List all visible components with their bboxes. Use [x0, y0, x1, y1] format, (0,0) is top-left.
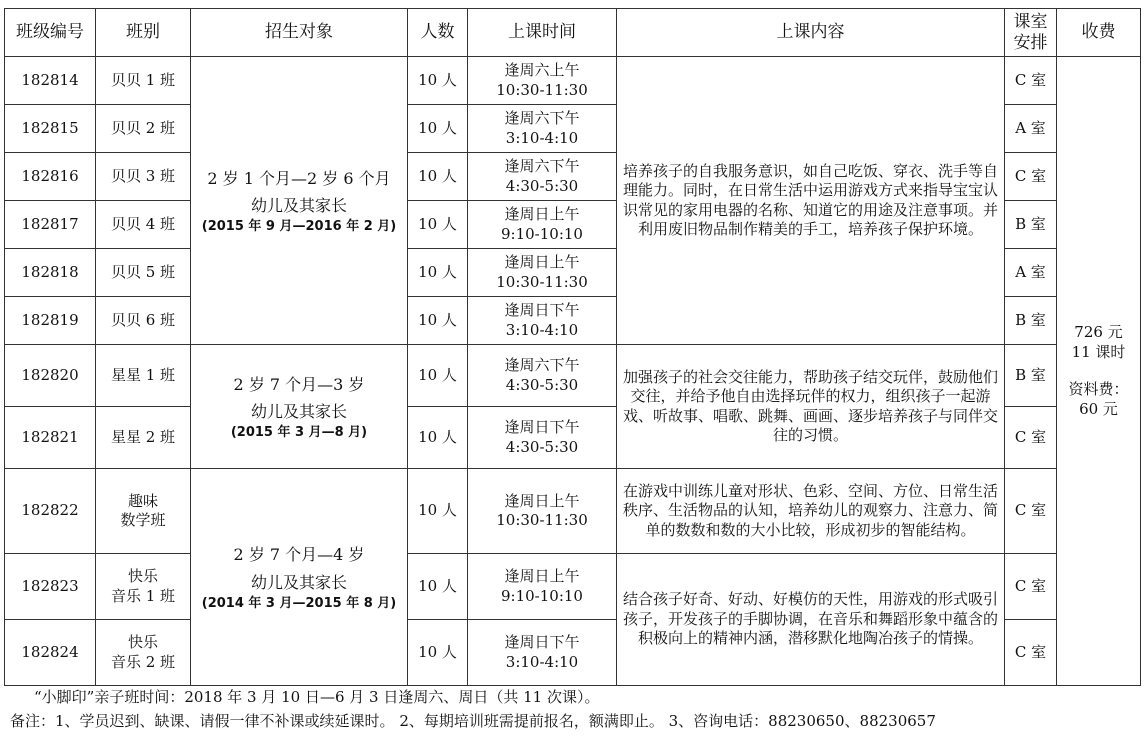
class-id: 182816: [5, 153, 96, 201]
time-day: 逢周日下午: [504, 418, 580, 436]
time-day: 逢周六下午: [504, 109, 580, 127]
target-age: 2 岁 7 个月—3 岁: [233, 374, 365, 394]
class-time: [468, 249, 617, 297]
time-day: 逢周六下午: [504, 157, 580, 175]
target-who: 幼儿及其家长: [250, 572, 347, 592]
class-name-line: 快乐: [127, 567, 158, 585]
class-name: 贝贝 4 班: [96, 201, 191, 249]
class-name: 贝贝 5 班: [96, 249, 191, 297]
class-count: 10 人: [408, 297, 468, 345]
time-day: 逢周日下午: [504, 301, 580, 319]
header-fee: 收费: [1057, 9, 1141, 57]
content-group-2: 加强孩子的社会交往能力，帮助孩子结交玩伴，鼓励他们交往，并给予他自由选择玩伴的权力，组织孩子一起游戏、听故事、唱歌、跳舞、画画、逐步培养孩子与同伴交往的习惯。: [617, 345, 1005, 469]
time-range: 4:30-5:30: [505, 437, 579, 456]
class-count: 10 人: [408, 345, 468, 407]
class-room: A 室: [1005, 249, 1057, 297]
class-name: 贝贝 2 班: [96, 105, 191, 153]
fee-cell: [1057, 57, 1141, 686]
class-room: B 室: [1005, 201, 1057, 249]
class-count: 10 人: [408, 469, 468, 554]
fee-material-label: 资料费：: [1068, 380, 1129, 398]
fee-amount: 726 元: [1074, 323, 1123, 341]
class-time: [468, 105, 617, 153]
class-count: 10 人: [408, 57, 468, 105]
time-range: 10:30-11:30: [496, 511, 588, 529]
table-row: [5, 345, 1141, 407]
table-row: [5, 554, 1141, 620]
class-time: [468, 153, 617, 201]
class-name: [96, 554, 191, 620]
header-time: 上课时间: [468, 9, 617, 57]
class-name: 贝贝 3 班: [96, 153, 191, 201]
class-room: A 室: [1005, 105, 1057, 153]
fee-material-amount: 60 元: [1079, 399, 1118, 418]
time-range: 10:30-11:30: [496, 80, 588, 99]
class-id: 182817: [5, 201, 96, 249]
class-count: 10 人: [408, 201, 468, 249]
class-room: C 室: [1005, 554, 1057, 620]
class-id: 182822: [5, 469, 96, 554]
class-id: 182824: [5, 620, 96, 686]
time-range: 4:30-5:30: [505, 176, 579, 195]
time-day: 逢周六上午: [504, 61, 580, 79]
class-name: 贝贝 1 班: [96, 57, 191, 105]
class-id: 182820: [5, 345, 96, 407]
content-group-3: 在游戏中训练儿童对形状、色彩、空间、方位、日常生活秩序、生活物品的认知，培养幼儿的观察力、注意力、简单的数数和数的大小比较，形成初步的智能结构。: [617, 469, 1005, 554]
class-time: [468, 57, 617, 105]
time-day: 逢周日上午: [504, 491, 580, 510]
class-time: [468, 469, 617, 554]
class-name: [96, 469, 191, 554]
class-name: 星星 1 班: [96, 345, 191, 407]
class-name-line: 音乐 2 班: [110, 652, 176, 671]
target-group-3: [191, 469, 408, 686]
class-name: 星星 2 班: [96, 407, 191, 469]
content-group-1: 培养孩子的自我服务意识，如自己吃饭、穿衣、洗手等自理能力。同时，在日常生活中运用游戏方式来指导宝宝认识常见的家用电器的名称、知道它的用途及注意事项。并利用废旧物品制作精美的手工，培养孩子保护环境。: [617, 57, 1005, 345]
remarks-note: 备注：1、学员迟到、缺课、请假一律不补课或续延课时。 2、每期培训班需提前报名，额满即止。 3、咨询电话：88230650、88230657: [10, 712, 936, 730]
class-id: 182818: [5, 249, 96, 297]
class-count: 10 人: [408, 554, 468, 620]
class-room: C 室: [1005, 469, 1057, 554]
target-dates: (2015 年 9 月—2016 年 2 月): [201, 219, 397, 235]
class-id: 182819: [5, 297, 96, 345]
target-group-1: [191, 57, 408, 345]
class-time: [468, 620, 617, 686]
header-room: 课室 安排: [1005, 9, 1057, 57]
class-count: 10 人: [408, 620, 468, 686]
class-name-line: 数学班: [120, 511, 166, 529]
time-range: 9:10-10:10: [501, 586, 583, 605]
header-class: 班别: [96, 9, 191, 57]
time-range: 3:10-4:10: [505, 128, 579, 147]
header-target: 招生对象: [191, 9, 408, 57]
class-id: 182815: [5, 105, 96, 153]
fee-hours: 11 课时: [1071, 342, 1126, 361]
header-row: [5, 9, 1141, 57]
time-day: 逢周日上午: [504, 253, 580, 271]
class-name: 贝贝 6 班: [96, 297, 191, 345]
class-time: [468, 201, 617, 249]
class-room: C 室: [1005, 57, 1057, 105]
target-age: 2 岁 1 个月—2 岁 6 个月: [207, 168, 391, 188]
header-count: 人数: [408, 9, 468, 57]
class-id: 182814: [5, 57, 96, 105]
time-day: 逢周日上午: [504, 205, 580, 223]
class-room: C 室: [1005, 407, 1057, 469]
time-range: 4:30-5:30: [505, 375, 579, 394]
target-who: 幼儿及其家长: [250, 402, 347, 422]
target-dates: (2014 年 3 月—2015 年 8 月): [201, 595, 397, 611]
time-range: 10:30-11:30: [496, 272, 588, 291]
header-content: 上课内容: [617, 9, 1005, 57]
class-count: 10 人: [408, 153, 468, 201]
time-range: 3:10-4:10: [505, 652, 579, 671]
class-name-line: 音乐 1 班: [110, 586, 176, 605]
table-row: [5, 469, 1141, 554]
target-who: 幼儿及其家长: [250, 196, 347, 216]
time-day: 逢周日上午: [504, 567, 580, 585]
class-name: [96, 620, 191, 686]
header-id: 班级编号: [5, 9, 96, 57]
class-room: C 室: [1005, 620, 1057, 686]
target-group-2: [191, 345, 408, 469]
class-id: 182823: [5, 554, 96, 620]
class-room: C 室: [1005, 153, 1057, 201]
time-range: 3:10-4:10: [505, 320, 579, 339]
target-age: 2 岁 7 个月—4 岁: [233, 545, 365, 565]
table-row: [5, 57, 1141, 105]
target-dates: (2015 年 3 月—8 月): [230, 425, 368, 441]
class-time: [468, 345, 617, 407]
time-day: 逢周日下午: [504, 633, 580, 651]
class-room: B 室: [1005, 345, 1057, 407]
class-room: B 室: [1005, 297, 1057, 345]
class-id: 182821: [5, 407, 96, 469]
class-time: [468, 407, 617, 469]
class-count: 10 人: [408, 249, 468, 297]
class-count: 10 人: [408, 105, 468, 153]
class-count: 10 人: [408, 407, 468, 469]
schedule-note: “小脚印”亲子班时间：2018 年 3 月 10 日—6 月 3 日逢周六、周日（共 11 次课）。: [34, 688, 600, 706]
content-group-4: 结合孩子好奇、好动、好模仿的天性，用游戏的形式吸引孩子，开发孩子的手脚协调，在音乐和舞蹈形象中蕴含的积极向上的精神内涵，潜移默化地陶冶孩子的情操。: [617, 554, 1005, 686]
class-name-line: 趣味: [127, 491, 158, 510]
time-range: 9:10-10:10: [501, 224, 583, 243]
schedule-table: [4, 8, 1141, 686]
class-name-line: 快乐: [127, 633, 158, 651]
time-day: 逢周六下午: [504, 356, 580, 374]
class-time: [468, 297, 617, 345]
class-time: [468, 554, 617, 620]
